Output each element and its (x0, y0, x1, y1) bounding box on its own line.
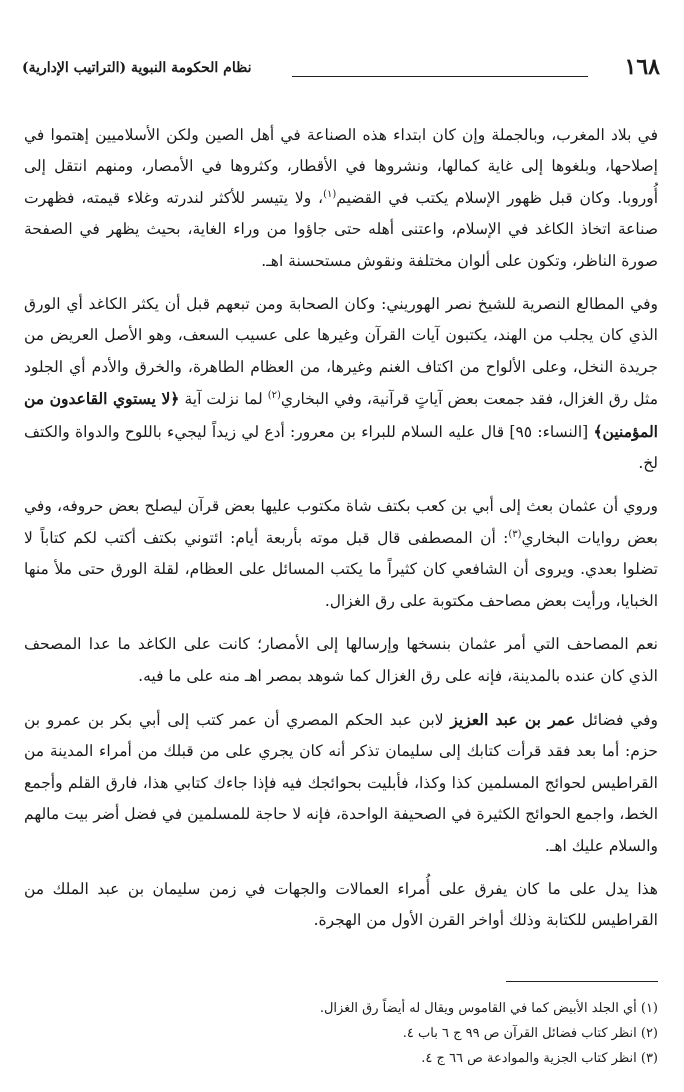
footnote-ref-2: (٢) (267, 390, 281, 402)
footnote-ref-3: (٣) (508, 528, 522, 540)
paragraph-3-tail: : أن المصطفى قال قبل موته بأربعة أيام: ائتوني بكتف أكتب لكم كتاباً لا تضلوا بعدي. ويروى أن الشافعي كان كثيراً ما يكتب المسائل على العظام، لقلة الورق حتى ملأ منها الخبايا، ورأيت بعض مصاحف مكتوبة على رق الغزال. (24, 528, 658, 610)
footnote-ref-1: (١) (323, 188, 337, 200)
bold-name: عمر بن عبد العزيز (450, 709, 575, 729)
running-title: نظام الحكومة النبوية (التراتيب الإدارية) (22, 60, 252, 76)
paragraph-1-text: في بلاد المغرب، وبالجملة وإن كان ابتداء هذه الصناعة في أهل الصين ولكن الأسلاميين إهتموا في إصلاحها، وبلغوها إلى غاية كمالها، ونشروها في الأقطار، وكثروها في الأمصار، ومنهم انتقل إلى أُوروبا. وكان قبل ظهور الإسلام يكتب في القضيم (24, 126, 658, 207)
paragraph-1-tail: ، ولا يتيسر للأكثر لندرته وغلاء قيمته، فظهرت صناعة اتخاذ الكاغد في الإسلام، واعتنى أهله حتى جاؤوا من وراء الغاية، بحيث يظهر في الصفحة صورة الناظر، وتكون على ألوان مختلفة ونقوش مستحسنة اهـ. (24, 188, 658, 270)
footnote-3: (٣) انظر كتاب الجزية والموادعة ص ٦٦ ج ٤. (421, 1051, 658, 1066)
body-text (24, 120, 658, 949)
paragraph-2-text: وفي المطالع النصرية للشيخ نصر الهوريني: وكان الصحابة ومن تبعهم قبل أن يكثر الكاغد أي الورق الذي كان يجلب من الهند، يكتبون آيات القرآن وغيرها على عسيب السعف، وهو الأصل العريض من جريدة النخل، وعلى الألواح من اكتاف الغنم وغيرها، من العظام الطاهرة، والخرق والأدم أي الجلود مثل رق الغزال، فقد جمعت بعض آياتٍ قرآنية، وفي البخاري (24, 295, 659, 409)
paragraph-2-tail: [النساء: ٩٥] قال عليه السلام للبراء بن معرور: أدع لي زيداً ليجيء باللوح والدواة والكتف لخ. (24, 422, 658, 473)
footnote-2: (٢) انظر كتاب فضائل القرآن ص ٩٩ ج ٦ باب ٤. (402, 1026, 658, 1041)
header-rule (292, 76, 588, 77)
paragraph-4: نعم المصاحف التي أمر عثمان بنسخها وإرسالها إلى الأمصار؛ كانت على الكاغد ما عدا المصحف الذي كان عنده بالمدينة، فإنه على رق الغزال كما شوهد بمصر اهـ منه على ما فيه. (24, 635, 658, 685)
footnotes (24, 996, 658, 1071)
paragraph-6: هذا يدل على ما كان يفرق على أُمراء العمالات والجهات في زمن سليمان بن عبد الملك من القراطيس للكتابة وذلك أواخر القرن الأول من الهجرة. (24, 879, 658, 930)
paragraph-5-text: وفي فضائل (574, 710, 658, 729)
paragraph-3-text: وروي أن عثمان بعث إلى أبي بن كعب بكتف شاة مكتوب عليها بعض قرآن ليصلح بعض حروفه، وفي بعض روايات البخاري (24, 497, 658, 547)
paragraph-5-tail: لابن عبد الحكم المصري أن عمر كتب إلى أبي بكر بن عمرو بن حزم: أما بعد فقد قرأت كتابك إلى سليمان تذكر أنه كان يجري على من قبلك من أمراء المدينة من القراطيس لحوائج المسلمين كذا وكذا، فأبليت بحوائجك فيه فإذا جاءك كتابي هذا، فارق القلم وأجمع الخط، واجمع الحوائج الكثيرة في الصحيفة الواحدة، فإنه لا حاجة للمسلمين في فضل أضر بيت مالهم والسلام عليك اهـ. (24, 710, 658, 855)
paragraph-5 (24, 704, 658, 862)
footnote-1: (١) أي الجلد الأبيض كما في القاموس ويقال له أيضاً رق الغزال. (319, 1001, 658, 1016)
paragraph-2-mid: لما نزلت آية (179, 390, 268, 409)
page-number: ١٦٨ (624, 54, 660, 80)
paragraph-3 (24, 491, 658, 617)
paragraph-1 (24, 120, 658, 277)
page-header (22, 52, 660, 86)
quran-verse: ﴿لا يستوي القاعدون من المؤمنين﴾ (24, 389, 658, 441)
footnote-rule (506, 981, 658, 982)
paragraph-2 (24, 289, 658, 479)
